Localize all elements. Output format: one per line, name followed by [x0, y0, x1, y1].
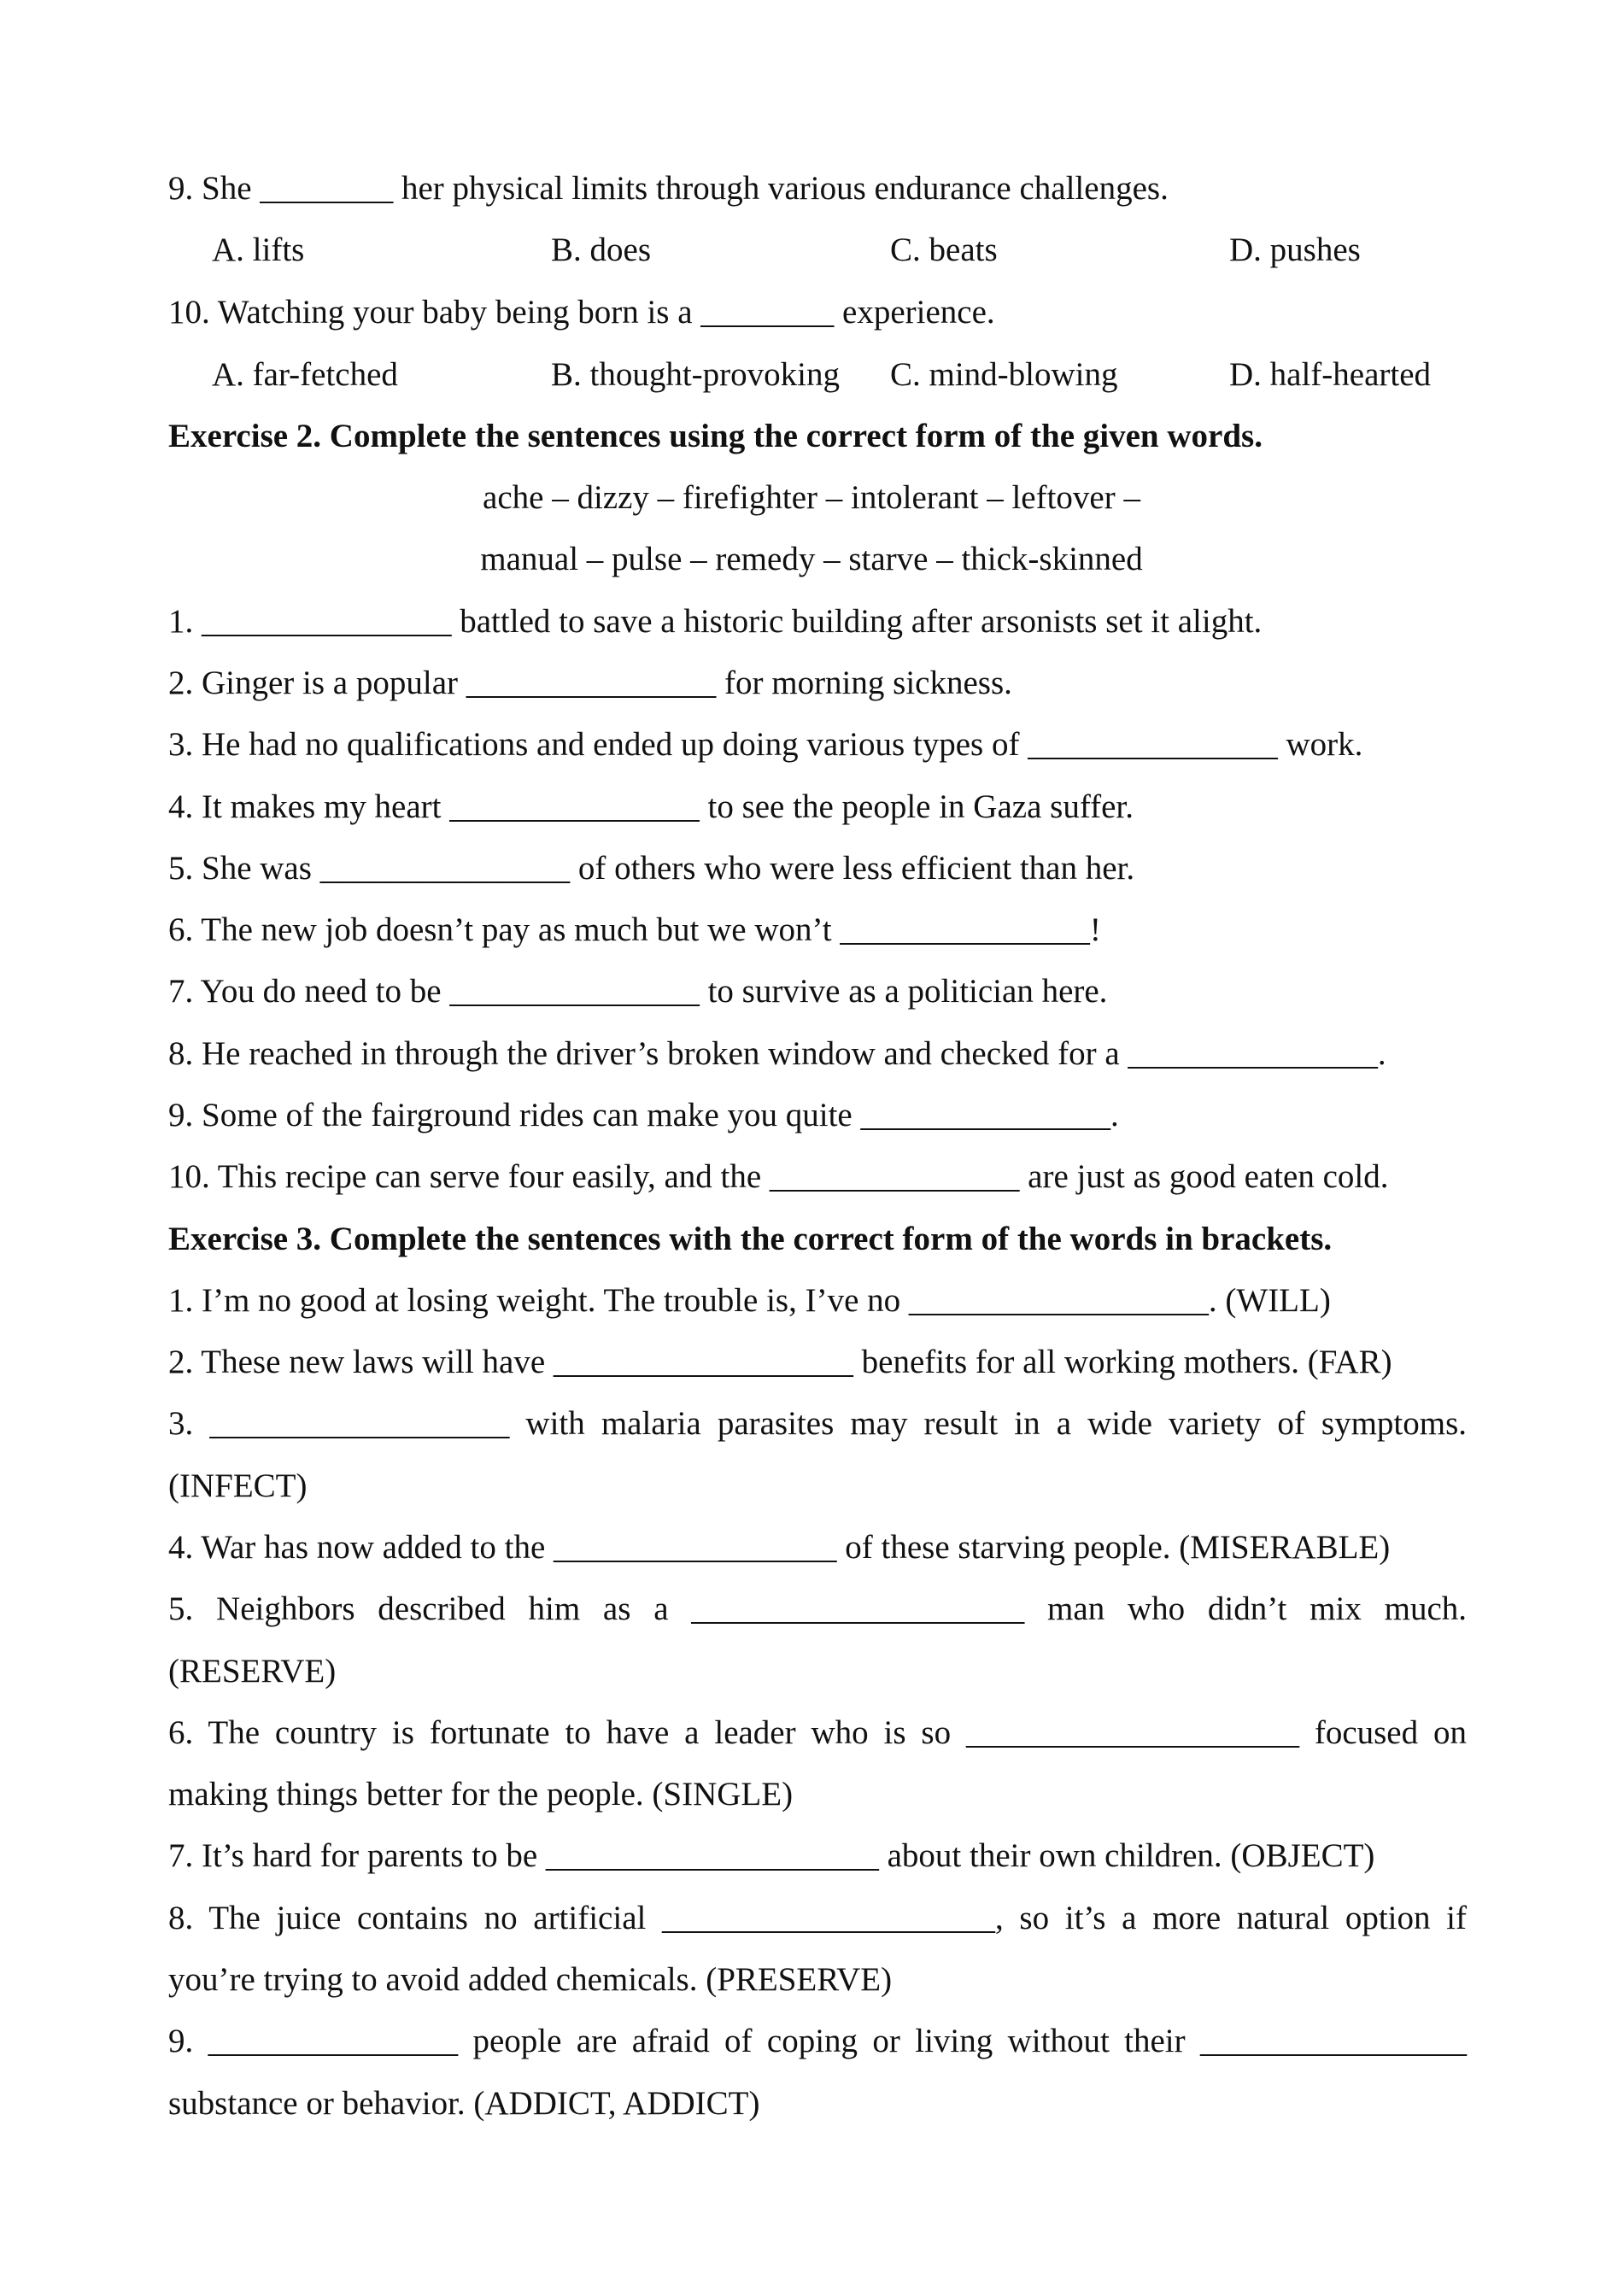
ex3-line-4: 4. War has now added to the _________________ of these starving people. (MISERABLE)	[168, 1529, 1391, 1566]
ex1-q10-option-c: C. mind-blowing	[890, 356, 1118, 393]
ex1-q10-option-d: D. half-hearted	[1229, 356, 1432, 393]
ex2-item-7: 7. You do need to be _______________ to survive as a politician here.	[168, 973, 1108, 1010]
ex1-q10-option-b: B. thought-provoking	[551, 356, 840, 393]
ex3-line-3: 3. __________________ with malaria parasites may result in a wide variety of symptoms.	[168, 1405, 1467, 1442]
ex2-item-1: 1. _______________ battled to save a historic building after arsonists set it alight.	[168, 603, 1263, 640]
ex3-line-2: 2. These new laws will have __________________ benefits for all working mothers. (FAR)	[168, 1344, 1392, 1380]
ex3-line-7: 7. It’s hard for parents to be ____________________ about their own children. (OBJECT)	[168, 1837, 1375, 1874]
exercise-2-heading: Exercise 2. Complete the sentences using the correct form of the given words.	[168, 418, 1263, 454]
ex3-line-6: 6. The country is fortunate to have a leader who is so ____________________ focused on	[168, 1714, 1467, 1751]
ex2-item-3: 3. He had no qualifications and ended up doing various types of _______________ work.	[168, 726, 1363, 763]
ex2-item-9: 9. Some of the fairground rides can make you quite _______________.	[168, 1097, 1119, 1133]
word-bank-line-1: ache – dizzy – firefighter – intolerant – leftover –	[483, 479, 1140, 516]
ex1-q10-option-a: A. far-fetched	[212, 356, 398, 393]
ex2-item-4: 4. It makes my heart _______________ to see the people in Gaza suffer.	[168, 788, 1134, 825]
word-bank-line-2: manual – pulse – remedy – starve – thick-skinned	[480, 541, 1143, 577]
ex2-item-8: 8. He reached in through the driver’s broken window and checked for a _______________.	[168, 1035, 1386, 1072]
ex3-line-8: 8. The juice contains no artificial ____________________, so it’s a more natural option if	[168, 1900, 1467, 1936]
ex1-q9-option-d: D. pushes	[1229, 231, 1361, 268]
ex3-line-5-cont: (RESERVE)	[168, 1653, 337, 1690]
ex3-line-9: 9. _______________ people are afraid of coping or living without their ________________	[168, 2023, 1467, 2059]
ex2-item-2: 2. Ginger is a popular _______________ for morning sickness.	[168, 665, 1012, 701]
ex3-line-9-cont: substance or behavior. (ADDICT, ADDICT)	[168, 2085, 760, 2122]
ex1-q9-option-c: C. beats	[890, 231, 998, 268]
ex3-line-1: 1. I’m no good at losing weight. The trouble is, I’ve no __________________. (WILL)	[168, 1282, 1331, 1319]
ex1-q9-option-b: B. does	[551, 231, 651, 268]
ex2-item-6: 6. The new job doesn’t pay as much but we won’t _______________!	[168, 911, 1101, 948]
ex3-line-8-cont: you’re trying to avoid added chemicals. (PRESERVE)	[168, 1961, 893, 1998]
ex3-line-3-cont: (INFECT)	[168, 1467, 308, 1504]
ex2-item-10: 10. This recipe can serve four easily, and the _______________ are just as good eaten cold.	[168, 1158, 1389, 1195]
ex1-question-10: 10. Watching your baby being born is a ________ experience.	[168, 294, 995, 331]
ex1-question-9: 9. She ________ her physical limits through various endurance challenges.	[168, 170, 1169, 207]
exercise-3-heading: Exercise 3. Complete the sentences with the correct form of the words in brackets.	[168, 1221, 1333, 1257]
ex3-line-5: 5. Neighbors described him as a ____________________ man who didn’t mix much.	[168, 1590, 1467, 1627]
ex3-line-6-cont: making things better for the people. (SINGLE)	[168, 1776, 794, 1813]
ex1-q9-option-a: A. lifts	[212, 231, 305, 268]
ex2-item-5: 5. She was _______________ of others who were less efficient than her.	[168, 850, 1135, 887]
